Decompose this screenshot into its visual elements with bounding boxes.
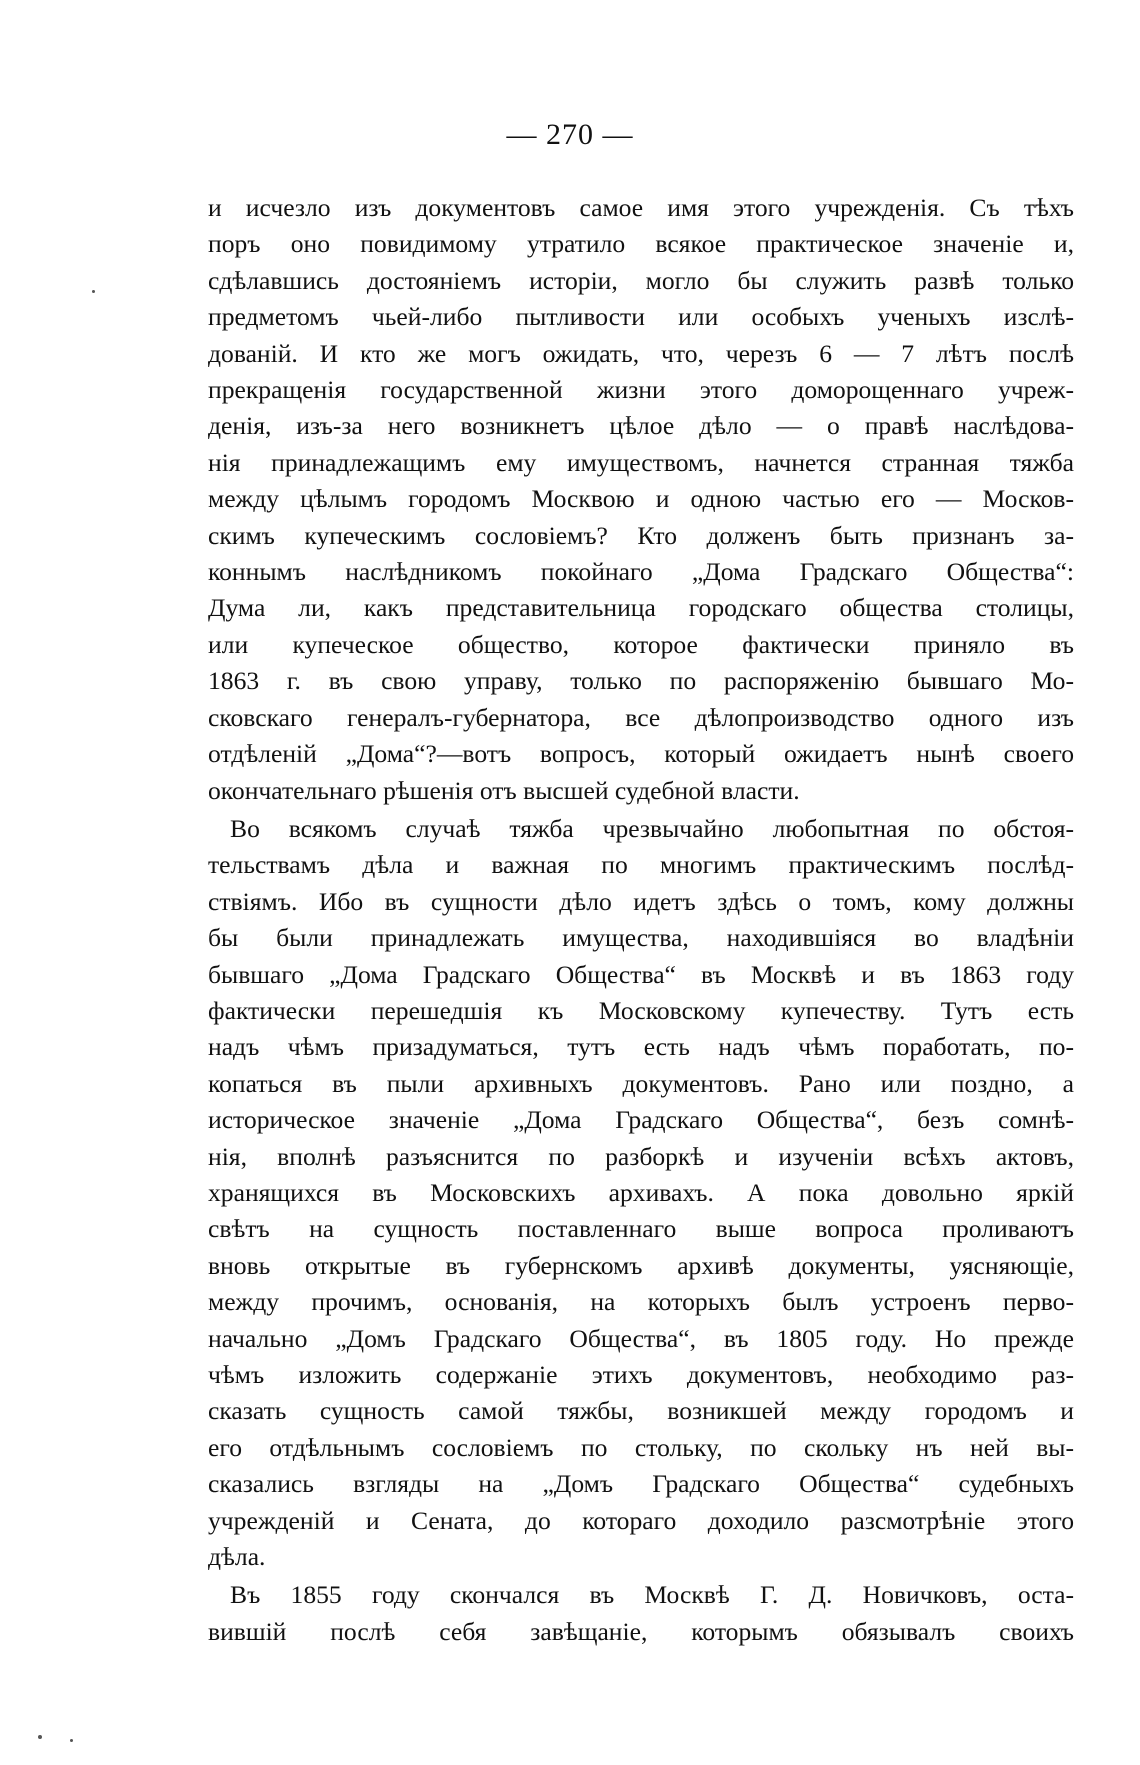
text-line: сковскаго генералъ-губернатора, все дѣлопроизводство одного изъ [208,702,1074,732]
text-line: историческое значеніе „Дома Градскаго Общества“, безъ сомнѣ- [208,1105,1074,1135]
paragraph-2 [208,811,1074,1576]
text-line: вившій послѣ себя завѣщаніе, которымъ обязывалъ своихъ [208,1616,1074,1646]
text-line: между прочимъ, основанія, на которыхъ былъ устроенъ перво- [208,1287,1074,1317]
text-line: предметомъ чьей-либо пытливости или особыхъ ученыхъ изслѣ- [208,302,1074,332]
text-line: начально „Домъ Градскаго Общества“, въ 1805 году. Но прежде [208,1323,1074,1353]
text-line: между цѣлымъ городомъ Москвою и одною частью его — Москов- [208,484,1074,514]
text-line: ствіямъ. Ибо въ сущности дѣло идетъ здѣсь о томъ, кому должны [208,886,1074,916]
paragraph-1 [208,190,1074,809]
text-line: нія, вполнѣ разъяснится по разборкѣ и изученіи всѣхъ актовъ, [208,1141,1074,1171]
paragraph-3 [208,1577,1074,1650]
text-line: окончательнаго рѣшенія отъ высшей судебной власти. [208,775,800,805]
text-line: поръ оно повидимому утратило всякое практическое значеніе и, [208,229,1074,259]
text-line: Во всякомъ случаѣ тяжба чрезвычайно любопытная по обстоя- [230,813,1074,843]
scan-speck [92,290,95,293]
text-line: денія, изъ-за него возникнетъ цѣлое дѣло — о правѣ наслѣдова- [208,411,1074,441]
text-line: и исчезло изъ документовъ самое имя этого учрежденія. Съ тѣхъ [208,193,1074,222]
text-line: дованій. И кто же могъ ожидать, что, черезъ 6 — 7 лѣтъ послѣ [208,338,1074,368]
text-line: сказались взгляды на „Домъ Градскаго Общества“ судебныхъ [208,1469,1074,1499]
text-line: бы были принадлежать имущества, находившіяся во владѣніи [208,923,1074,953]
text-line: копаться въ пыли архивныхъ документовъ. Рано или поздно, а [208,1068,1074,1098]
text-line: вновь открытые въ губернскомъ архивѣ документы, уясняющіе, [208,1250,1074,1280]
text-line: дѣла. [208,1542,266,1572]
text-line: отдѣленій „Дома“?—вотъ вопросъ, который ожидаетъ нынѣ своего [208,739,1074,769]
text-line: хранящихся въ Московскихъ архивахъ. А пока довольно яркій [208,1177,1074,1207]
text-line: коннымъ наслѣдникомъ покойнаго „Дома Градскаго Общества“: [208,557,1074,587]
page-number: — 270 — [506,118,634,151]
text-line: свѣтъ на сущность поставленнаго выше вопроса проливаютъ [208,1214,1074,1244]
text-line: учрежденій и Сената, до котораго доходило разсмотрѣніе этого [208,1505,1074,1535]
text-line: Дума ли, какъ представительница городскаго общества столицы, [208,593,1074,623]
text-line: сказать сущность самой тяжбы, возникшей между городомъ и [208,1396,1074,1426]
text-line: тельствамъ дѣла и важная по многимъ практическимъ послѣд- [208,850,1074,880]
text-line: Въ 1855 году скончался въ Москвѣ Г. Д. Новичковъ, оста- [230,1580,1074,1610]
body-text [208,190,1074,1650]
text-line: скимъ купеческимъ сословіемъ? Кто долженъ быть признанъ за- [208,520,1074,550]
text-line: прекращенія государственной жизни этого доморощеннаго учреж- [208,375,1074,405]
text-line: 1863 г. въ свою управу, только по распоряженію бывшаго Мо- [208,666,1074,696]
text-line: нія принадлежащимъ ему имуществомъ, начнется странная тяжба [208,447,1074,477]
scan-speck [38,1735,42,1739]
text-line: фактически перешедшія къ Московскому купечеству. Тутъ есть [208,995,1074,1025]
text-line: надъ чѣмъ призадуматься, тутъ есть надъ чѣмъ поработать, по- [208,1032,1074,1062]
text-line: его отдѣльнымъ сословіемъ по стольку, по скольку нъ ней вы- [208,1432,1074,1462]
scan-speck [70,1739,73,1742]
text-line: или купеческое общество, которое фактически приняло въ [208,629,1074,659]
text-line: сдѣлавшись достояніемъ исторіи, могло бы служить развѣ только [208,265,1074,295]
text-line: чѣмъ изложить содержаніе этихъ документовъ, необходимо раз- [208,1360,1074,1389]
text-line: бывшаго „Дома Градскаго Общества“ въ Москвѣ и въ 1863 году [208,959,1074,989]
